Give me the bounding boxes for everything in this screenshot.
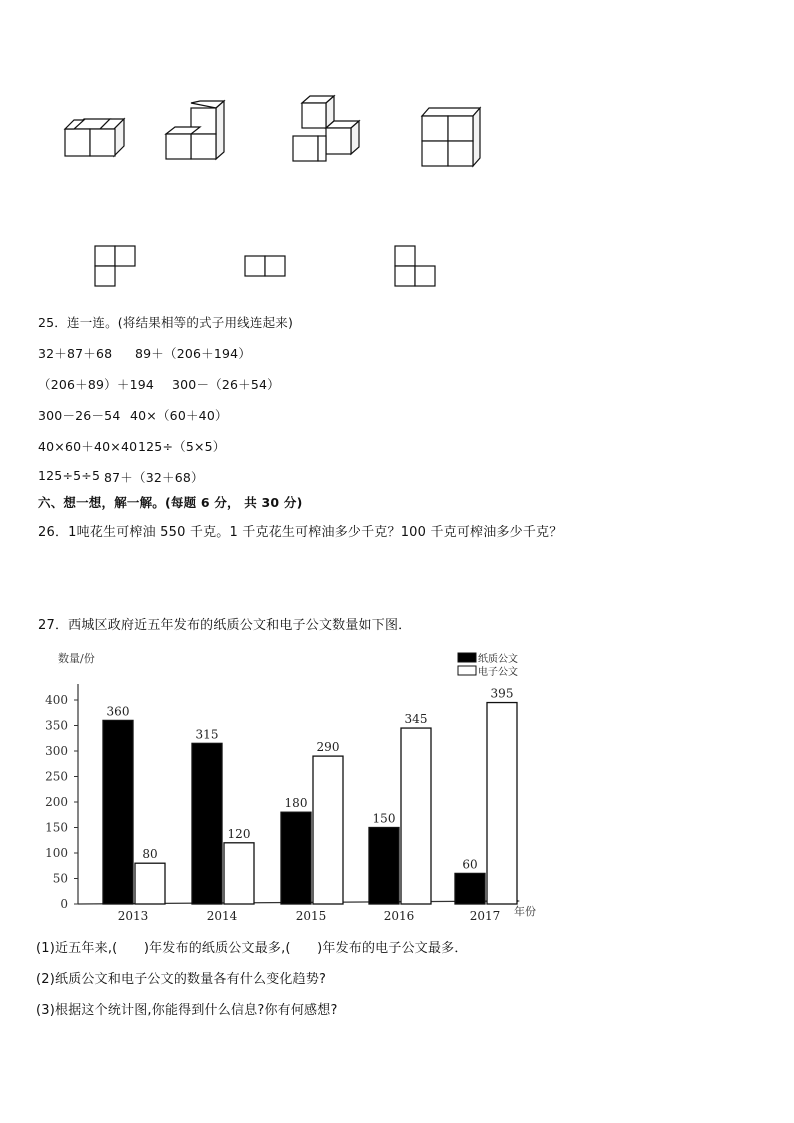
y-tick-label: 200 — [45, 795, 68, 809]
category-label-2016: 2016 — [383, 909, 415, 923]
view-figure-1 — [95, 246, 135, 286]
q25-row-4-right: 125÷（5×5） — [138, 439, 226, 454]
q27-text: 27．西城区政府近五年发布的纸质公文和电子公文数量如下图． — [38, 618, 412, 633]
category-label-2017: 2017 — [469, 909, 501, 923]
data-label: 395 — [490, 686, 514, 701]
electronic-bar-2015 — [313, 756, 343, 904]
legend-label-1: 纸质公文 — [478, 654, 518, 665]
y-tick-label: 400 — [45, 693, 68, 707]
legend-label-2: 电子公文 — [478, 667, 518, 678]
paper-bar-2013 — [103, 720, 133, 904]
paper-bar-2016 — [369, 828, 399, 905]
y-axis-label: 数量/份 — [58, 652, 95, 665]
y-tick-label: 0 — [60, 897, 68, 911]
view-figure-3 — [395, 246, 435, 286]
cube-figure-2 — [166, 101, 224, 159]
data-label: 360 — [106, 704, 130, 719]
cube-figure-4 — [422, 108, 480, 166]
q25-row-3-right: 40×（60＋40） — [130, 408, 228, 423]
cube-figures — [0, 0, 794, 300]
cube-figure-3 — [293, 96, 359, 161]
q25-title: 25．连一连。(将结果相等的式子用线连起来) — [38, 315, 294, 330]
y-tick-label: 100 — [45, 846, 68, 860]
paper-bar-2015 — [281, 812, 311, 904]
q26-text: 26．1吨花生可榨油 550 千克。1 千克花生可榨油多少千克？100 千克可榨油多少千克？ — [38, 525, 563, 540]
q27-sub-1: (1)近五年来,( )年发布的纸质公文最多,( )年发布的电子公文最多． — [36, 941, 468, 956]
section-6-heading: 六、想一想，解一解。(每题 6 分， 共 30 分) — [38, 495, 303, 510]
category-label-2013: 2013 — [117, 909, 149, 923]
data-label: 150 — [372, 811, 396, 826]
q25-row-3-left: 300－26－54 — [38, 408, 121, 423]
q25-row-4-left: 40×60＋40×40 — [38, 439, 138, 454]
data-label: 345 — [404, 712, 428, 727]
y-tick-label: 50 — [52, 871, 68, 886]
legend-swatch-2 — [458, 666, 476, 675]
data-label: 120 — [227, 826, 251, 841]
y-tick-label: 350 — [45, 718, 68, 733]
view-figure-2 — [245, 256, 285, 276]
q25-row-5-right: 87＋（32＋68） — [104, 470, 204, 485]
cube-figure-1 — [65, 119, 124, 156]
y-tick-label: 300 — [45, 744, 68, 758]
x-axis-label: 年份 — [514, 905, 536, 918]
data-label: 290 — [316, 740, 340, 755]
category-label-2015: 2015 — [295, 909, 327, 923]
y-tick-label: 150 — [45, 820, 68, 835]
y-tick-label: 250 — [45, 769, 68, 784]
q27-sub-2: (2)纸质公文和电子公文的数量各有什么变化趋势? — [36, 972, 327, 987]
paper-bar-2014 — [192, 743, 222, 904]
data-label: 80 — [142, 847, 158, 862]
electronic-bar-2014 — [224, 843, 254, 904]
data-label: 180 — [284, 796, 308, 811]
data-label: 60 — [462, 857, 478, 872]
electronic-bar-2017 — [487, 703, 517, 904]
q25-row-2-left: （206＋89）＋194 — [38, 377, 155, 392]
q25-row-2-right: 300－（26＋54） — [172, 377, 280, 392]
q25-row-5-left: 125÷5÷5 — [38, 468, 101, 483]
q25-row-1-left: 32＋87＋68 — [38, 346, 113, 361]
electronic-bar-2013 — [135, 863, 165, 904]
legend-swatch-1 — [458, 653, 476, 662]
paper-bar-2017 — [455, 873, 485, 904]
bar-chart — [0, 640, 794, 925]
category-label-2014: 2014 — [206, 909, 238, 923]
q27-sub-3: (3)根据这个统计图,你能得到什么信息?你有何感想? — [36, 1003, 338, 1018]
q25-row-1-right: 89＋（206＋194） — [135, 346, 252, 361]
electronic-bar-2016 — [401, 728, 431, 904]
data-label: 315 — [195, 727, 219, 742]
